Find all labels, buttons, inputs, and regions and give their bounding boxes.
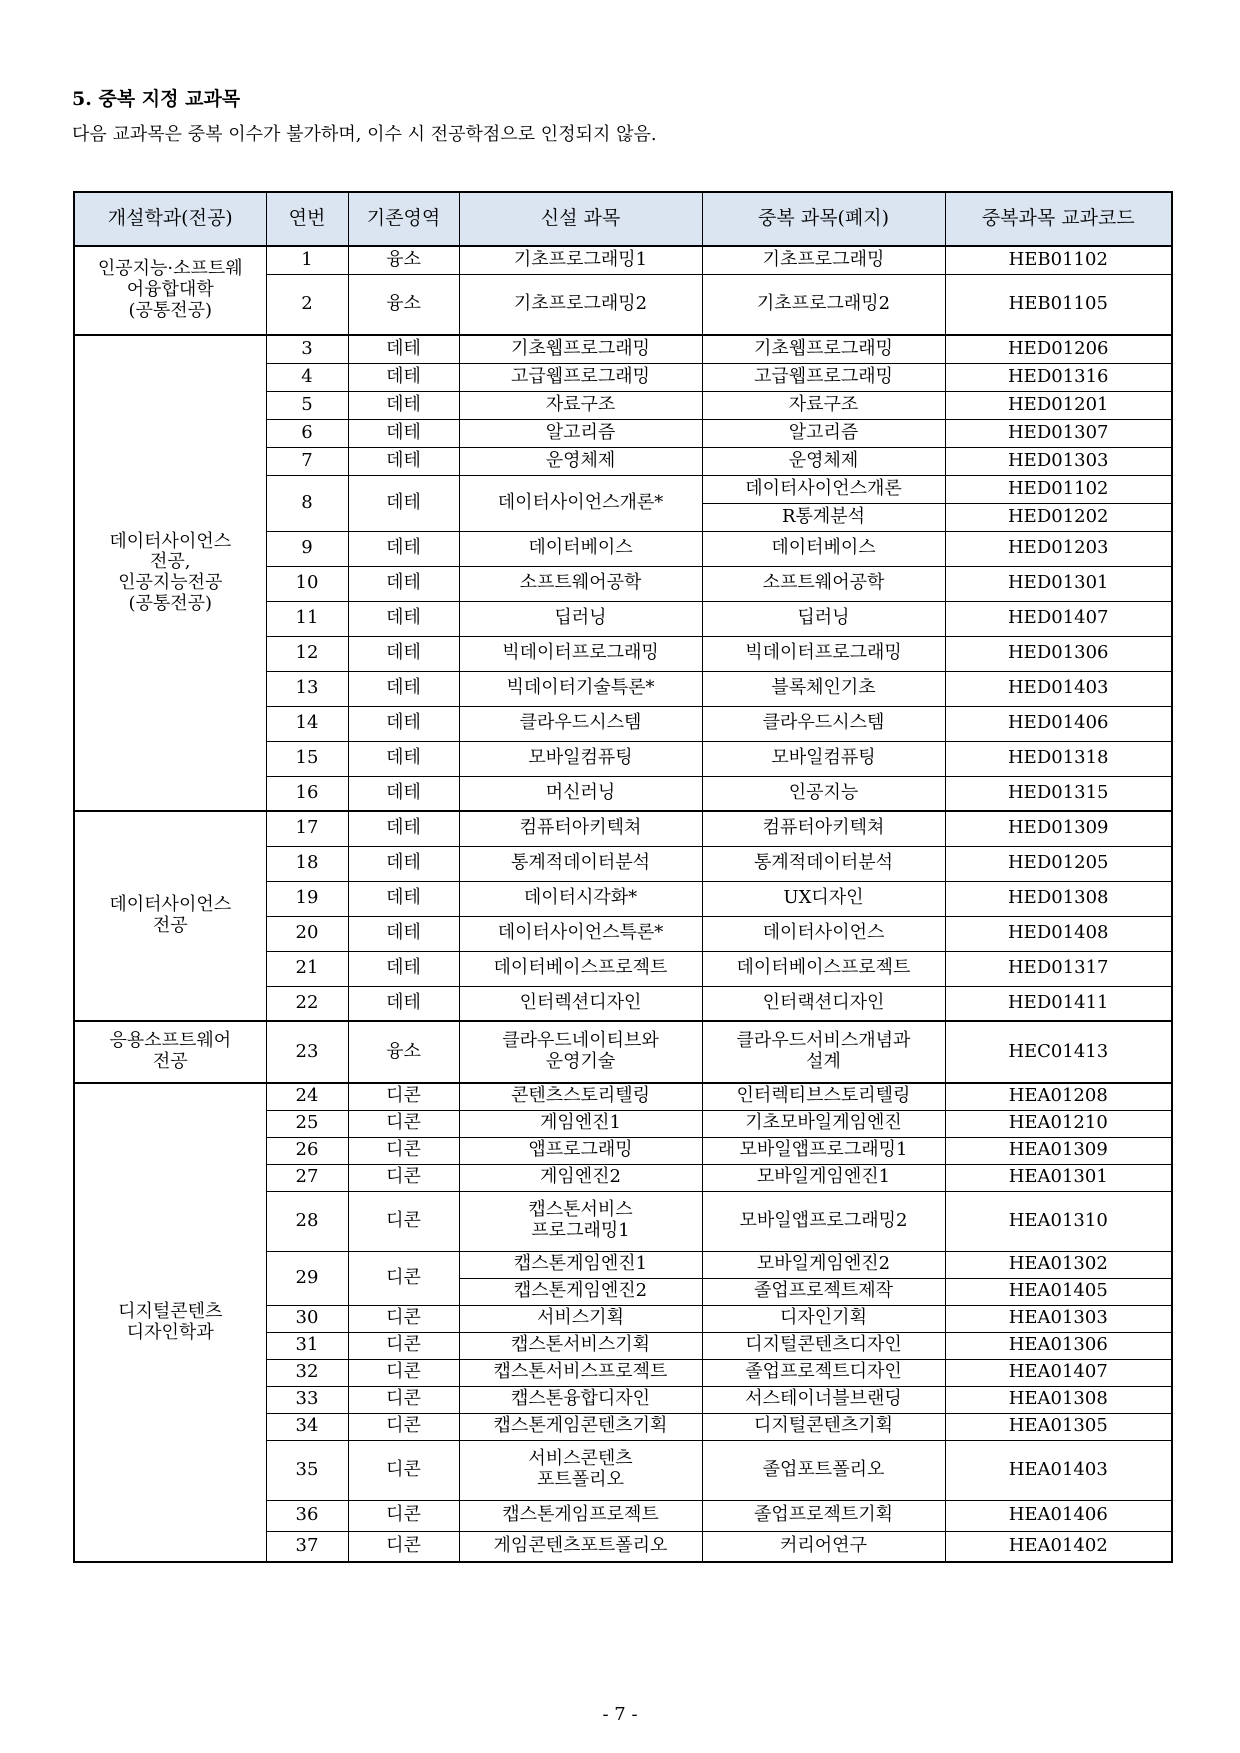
table-cell: 23 [266, 1021, 348, 1083]
table-cell: 알고리즘 [459, 419, 702, 447]
table-cell: 모바일게임엔진2 [702, 1251, 945, 1278]
table-cell: 융소 [348, 246, 459, 274]
table-cell: UX디자인 [702, 881, 945, 916]
table-cell: 데이터베이스프로젝트 [702, 951, 945, 986]
table-cell: 13 [266, 671, 348, 706]
table-cell: 블록체인기초 [702, 671, 945, 706]
table-cell: 컴퓨터아키텍쳐 [459, 811, 702, 846]
table-cell: HED01205 [945, 846, 1172, 881]
table-cell: 29 [266, 1251, 348, 1305]
table-cell: 19 [266, 881, 348, 916]
table-cell: 18 [266, 846, 348, 881]
table-cell: HED01408 [945, 916, 1172, 951]
table-cell: 캡스톤융합디자인 [459, 1386, 702, 1413]
table-cell: HED01307 [945, 419, 1172, 447]
table-cell: 9 [266, 531, 348, 566]
table-cell: 캡스톤게임엔진1 [459, 1251, 702, 1278]
table-cell: 25 [266, 1110, 348, 1137]
table-cell: 클라우드시스템 [459, 706, 702, 741]
table-cell: 게임엔진2 [459, 1164, 702, 1191]
table-cell: 디콘 [348, 1251, 459, 1305]
table-cell: 6 [266, 419, 348, 447]
table-cell: 데이터사이언스특론* [459, 916, 702, 951]
table-cell: 데이터베이스 [702, 531, 945, 566]
table-cell: 서비스기획 [459, 1305, 702, 1332]
table-cell: 데테 [348, 706, 459, 741]
table-cell: 소프트웨어공학 [702, 566, 945, 601]
table-cell: 데이터베이스프로젝트 [459, 951, 702, 986]
header-course-code: 중복과목 교과코드 [945, 192, 1172, 246]
table-cell: 인터렉션디자인 [459, 986, 702, 1021]
table-cell: HED01407 [945, 601, 1172, 636]
table-cell: 30 [266, 1305, 348, 1332]
table-row [74, 811, 1172, 846]
table-cell: HED01202 [945, 503, 1172, 531]
table-cell: HED01306 [945, 636, 1172, 671]
table-cell: HED01203 [945, 531, 1172, 566]
table-cell: 융소 [348, 1021, 459, 1083]
table-cell: 데테 [348, 566, 459, 601]
table-cell: 35 [266, 1440, 348, 1500]
table-cell: 37 [266, 1531, 348, 1562]
table-cell: HEA01301 [945, 1164, 1172, 1191]
table-cell: 디콘 [348, 1386, 459, 1413]
section-title: 5. 중복 지정 교과목 [72, 88, 241, 110]
header-area: 기존영역 [348, 192, 459, 246]
table-cell: 데테 [348, 741, 459, 776]
table-cell: HEA01303 [945, 1305, 1172, 1332]
table-cell: 데테 [348, 951, 459, 986]
table-cell: 통계적데이터분석 [702, 846, 945, 881]
dept-cell: 데이터사이언스 전공, 인공지능전공 (공통전공) [74, 335, 266, 811]
table-cell: HEA01210 [945, 1110, 1172, 1137]
table-cell: 빅데이터프로그래밍 [459, 636, 702, 671]
table-cell: 디지털콘텐츠디자인 [702, 1332, 945, 1359]
table-cell: HEA01405 [945, 1278, 1172, 1305]
table-cell: 게임엔진1 [459, 1110, 702, 1137]
table-cell: 졸업프로젝트기획 [702, 1500, 945, 1531]
table-cell: 클라우드시스템 [702, 706, 945, 741]
table-cell: 기초모바일게임엔진 [702, 1110, 945, 1137]
table-cell: 모바일앱프로그래밍1 [702, 1137, 945, 1164]
table-cell: HEA01310 [945, 1191, 1172, 1251]
table-cell: 모바일게임엔진1 [702, 1164, 945, 1191]
table-cell: 기초프로그래밍1 [459, 246, 702, 274]
table-cell: 캡스톤게임엔진2 [459, 1278, 702, 1305]
table-cell: 캡스톤게임콘텐츠기획 [459, 1413, 702, 1440]
table-cell: 11 [266, 601, 348, 636]
table-cell: 디콘 [348, 1413, 459, 1440]
dept-cell: 디지털콘텐츠 디자인학과 [74, 1083, 266, 1562]
table-cell: HED01309 [945, 811, 1172, 846]
table-cell: 캡스톤서비스프로젝트 [459, 1359, 702, 1386]
table-cell: 22 [266, 986, 348, 1021]
header-duplicate-course: 중복 과목(폐지) [702, 192, 945, 246]
table-cell: 기초프로그래밍2 [702, 274, 945, 335]
table-cell: HED01303 [945, 447, 1172, 475]
table-cell: HED01411 [945, 986, 1172, 1021]
table-cell: HED01315 [945, 776, 1172, 811]
table-cell: 17 [266, 811, 348, 846]
dept-cell: 데이터사이언스 전공 [74, 811, 266, 1021]
table-cell: 운영체제 [459, 447, 702, 475]
table-cell: 데테 [348, 601, 459, 636]
table-cell: HEA01308 [945, 1386, 1172, 1413]
table-cell: 36 [266, 1500, 348, 1531]
table-cell: 인공지능 [702, 776, 945, 811]
table-cell: 10 [266, 566, 348, 601]
table-cell: HED01406 [945, 706, 1172, 741]
table-cell: 커리어연구 [702, 1531, 945, 1562]
table-cell: 4 [266, 363, 348, 391]
table-cell: 기초웹프로그래밍 [459, 335, 702, 363]
table-cell: 28 [266, 1191, 348, 1251]
table-cell: 데테 [348, 335, 459, 363]
table-cell: 디콘 [348, 1359, 459, 1386]
table-cell: 1 [266, 246, 348, 274]
table-cell: 디콘 [348, 1332, 459, 1359]
table-cell: HEA01403 [945, 1440, 1172, 1500]
table-cell: HEA01402 [945, 1531, 1172, 1562]
table-cell: 컴퓨터아키텍쳐 [702, 811, 945, 846]
dept-cell: 응용소프트웨어 전공 [74, 1021, 266, 1083]
table-cell: 딥러닝 [459, 601, 702, 636]
table-cell: 14 [266, 706, 348, 741]
table-cell: 데이터사이언스개론 [702, 475, 945, 503]
table-cell: 3 [266, 335, 348, 363]
table-cell: HED01318 [945, 741, 1172, 776]
table-cell: 고급웹프로그래밍 [459, 363, 702, 391]
table-cell: 모바일컴퓨팅 [702, 741, 945, 776]
page-number: - 7 - [602, 1704, 638, 1725]
table-cell: 게임콘텐츠포트폴리오 [459, 1531, 702, 1562]
table-cell: HED01308 [945, 881, 1172, 916]
table-cell: 데이터사이언스개론* [459, 475, 702, 531]
table-cell: 데이터시각화* [459, 881, 702, 916]
table-cell: HED01403 [945, 671, 1172, 706]
table-cell: 데테 [348, 881, 459, 916]
table-cell: 데테 [348, 671, 459, 706]
table-cell: 31 [266, 1332, 348, 1359]
table-row [74, 1021, 1172, 1083]
table-cell: HED01317 [945, 951, 1172, 986]
table-cell: 디콘 [348, 1083, 459, 1110]
table-cell: 캡스톤서비스기획 [459, 1332, 702, 1359]
table-cell: 디지털콘텐츠기획 [702, 1413, 945, 1440]
table-cell: 5 [266, 391, 348, 419]
table-cell: 데테 [348, 846, 459, 881]
table-cell: 인터랙션디자인 [702, 986, 945, 1021]
header-no: 연번 [266, 192, 348, 246]
duplicate-course-table [73, 191, 1173, 1563]
table-cell: 디콘 [348, 1110, 459, 1137]
table-cell: HEA01305 [945, 1413, 1172, 1440]
table-cell: 캡스톤게임프로젝트 [459, 1500, 702, 1531]
table-cell: HED01206 [945, 335, 1172, 363]
table-header-row [74, 192, 1172, 246]
table-cell: 기초프로그래밍2 [459, 274, 702, 335]
table-cell: 20 [266, 916, 348, 951]
dept-cell: 인공지능·소프트웨 어융합대학 (공통전공) [74, 246, 266, 335]
table-cell: 클라우드서비스개념과 설계 [702, 1021, 945, 1083]
table-cell: 12 [266, 636, 348, 671]
table-cell: 인터렉티브스토리텔링 [702, 1083, 945, 1110]
table-cell: 디콘 [348, 1500, 459, 1531]
table-cell: 데테 [348, 531, 459, 566]
table-cell: 기초웹프로그래밍 [702, 335, 945, 363]
table-cell: 디콘 [348, 1164, 459, 1191]
table-cell: 21 [266, 951, 348, 986]
table-cell: HEA01306 [945, 1332, 1172, 1359]
table-cell: HED01102 [945, 475, 1172, 503]
table-cell: 클라우드네이티브와 운영기술 [459, 1021, 702, 1083]
table-row [74, 335, 1172, 363]
table-cell: 빅데이터프로그래밍 [702, 636, 945, 671]
table-cell: 콘텐츠스토리텔링 [459, 1083, 702, 1110]
table-cell: 데이터사이언스 [702, 916, 945, 951]
table-cell: 디콘 [348, 1531, 459, 1562]
table-cell: HEB01105 [945, 274, 1172, 335]
table-cell: 캡스톤서비스 프로그래밍1 [459, 1191, 702, 1251]
table-cell: HEC01413 [945, 1021, 1172, 1083]
header-new-course: 신설 과목 [459, 192, 702, 246]
table-cell: 딥러닝 [702, 601, 945, 636]
table-cell: 디콘 [348, 1305, 459, 1332]
table-cell: 졸업프로젝트디자인 [702, 1359, 945, 1386]
table-cell: 33 [266, 1386, 348, 1413]
table-cell: HEA01407 [945, 1359, 1172, 1386]
table-cell: 자료구조 [459, 391, 702, 419]
table-cell: 26 [266, 1137, 348, 1164]
table-cell: 디자인기획 [702, 1305, 945, 1332]
table-cell: 데테 [348, 776, 459, 811]
table-cell: 27 [266, 1164, 348, 1191]
table-cell: 데테 [348, 475, 459, 531]
table-cell: 운영체제 [702, 447, 945, 475]
table-cell: 모바일앱프로그래밍2 [702, 1191, 945, 1251]
table-cell: HEB01102 [945, 246, 1172, 274]
table-cell: 15 [266, 741, 348, 776]
table-cell: 데테 [348, 391, 459, 419]
table-cell: 고급웹프로그래밍 [702, 363, 945, 391]
table-cell: 모바일컴퓨팅 [459, 741, 702, 776]
table-cell: 데이터베이스 [459, 531, 702, 566]
table-cell: 2 [266, 274, 348, 335]
table-cell: HEA01309 [945, 1137, 1172, 1164]
header-dept: 개설학과(전공) [74, 192, 266, 246]
table-cell: HED01301 [945, 566, 1172, 601]
table-cell: 데테 [348, 419, 459, 447]
table-cell: 32 [266, 1359, 348, 1386]
table-cell: 서스테이너블브랜딩 [702, 1386, 945, 1413]
table-cell: 소프트웨어공학 [459, 566, 702, 601]
table-cell: 알고리즘 [702, 419, 945, 447]
table-cell: 디콘 [348, 1137, 459, 1164]
table-cell: 융소 [348, 274, 459, 335]
table-cell: 데테 [348, 447, 459, 475]
table-cell: HED01316 [945, 363, 1172, 391]
notice-text: 다음 교과목은 중복 이수가 불가하며, 이수 시 전공학점으로 인정되지 않음. [72, 124, 657, 145]
table-cell: 16 [266, 776, 348, 811]
table-cell: 자료구조 [702, 391, 945, 419]
table-cell: 데테 [348, 811, 459, 846]
table-row [74, 1083, 1172, 1110]
table-cell: HED01201 [945, 391, 1172, 419]
table-cell: 기초프로그래밍 [702, 246, 945, 274]
table-cell: 디콘 [348, 1440, 459, 1500]
table-cell: 빅데이터기술특론* [459, 671, 702, 706]
table-cell: 데테 [348, 363, 459, 391]
table-cell: 데테 [348, 986, 459, 1021]
table-cell: HEA01302 [945, 1251, 1172, 1278]
table-cell: 34 [266, 1413, 348, 1440]
table-cell: 디콘 [348, 1191, 459, 1251]
table-cell: 머신러닝 [459, 776, 702, 811]
table-cell: 데테 [348, 916, 459, 951]
table-row [74, 246, 1172, 274]
table-cell: 7 [266, 447, 348, 475]
table-cell: HEA01406 [945, 1500, 1172, 1531]
table-cell: 졸업포트폴리오 [702, 1440, 945, 1500]
table-cell: 8 [266, 475, 348, 531]
table-cell: 앱프로그래밍 [459, 1137, 702, 1164]
table-cell: 통계적데이터분석 [459, 846, 702, 881]
table-cell: R통계분석 [702, 503, 945, 531]
table-cell: 서비스콘텐츠 포트폴리오 [459, 1440, 702, 1500]
table-cell: HEA01208 [945, 1083, 1172, 1110]
table-cell: 데테 [348, 636, 459, 671]
table-cell: 졸업프로젝트제작 [702, 1278, 945, 1305]
table-cell: 24 [266, 1083, 348, 1110]
